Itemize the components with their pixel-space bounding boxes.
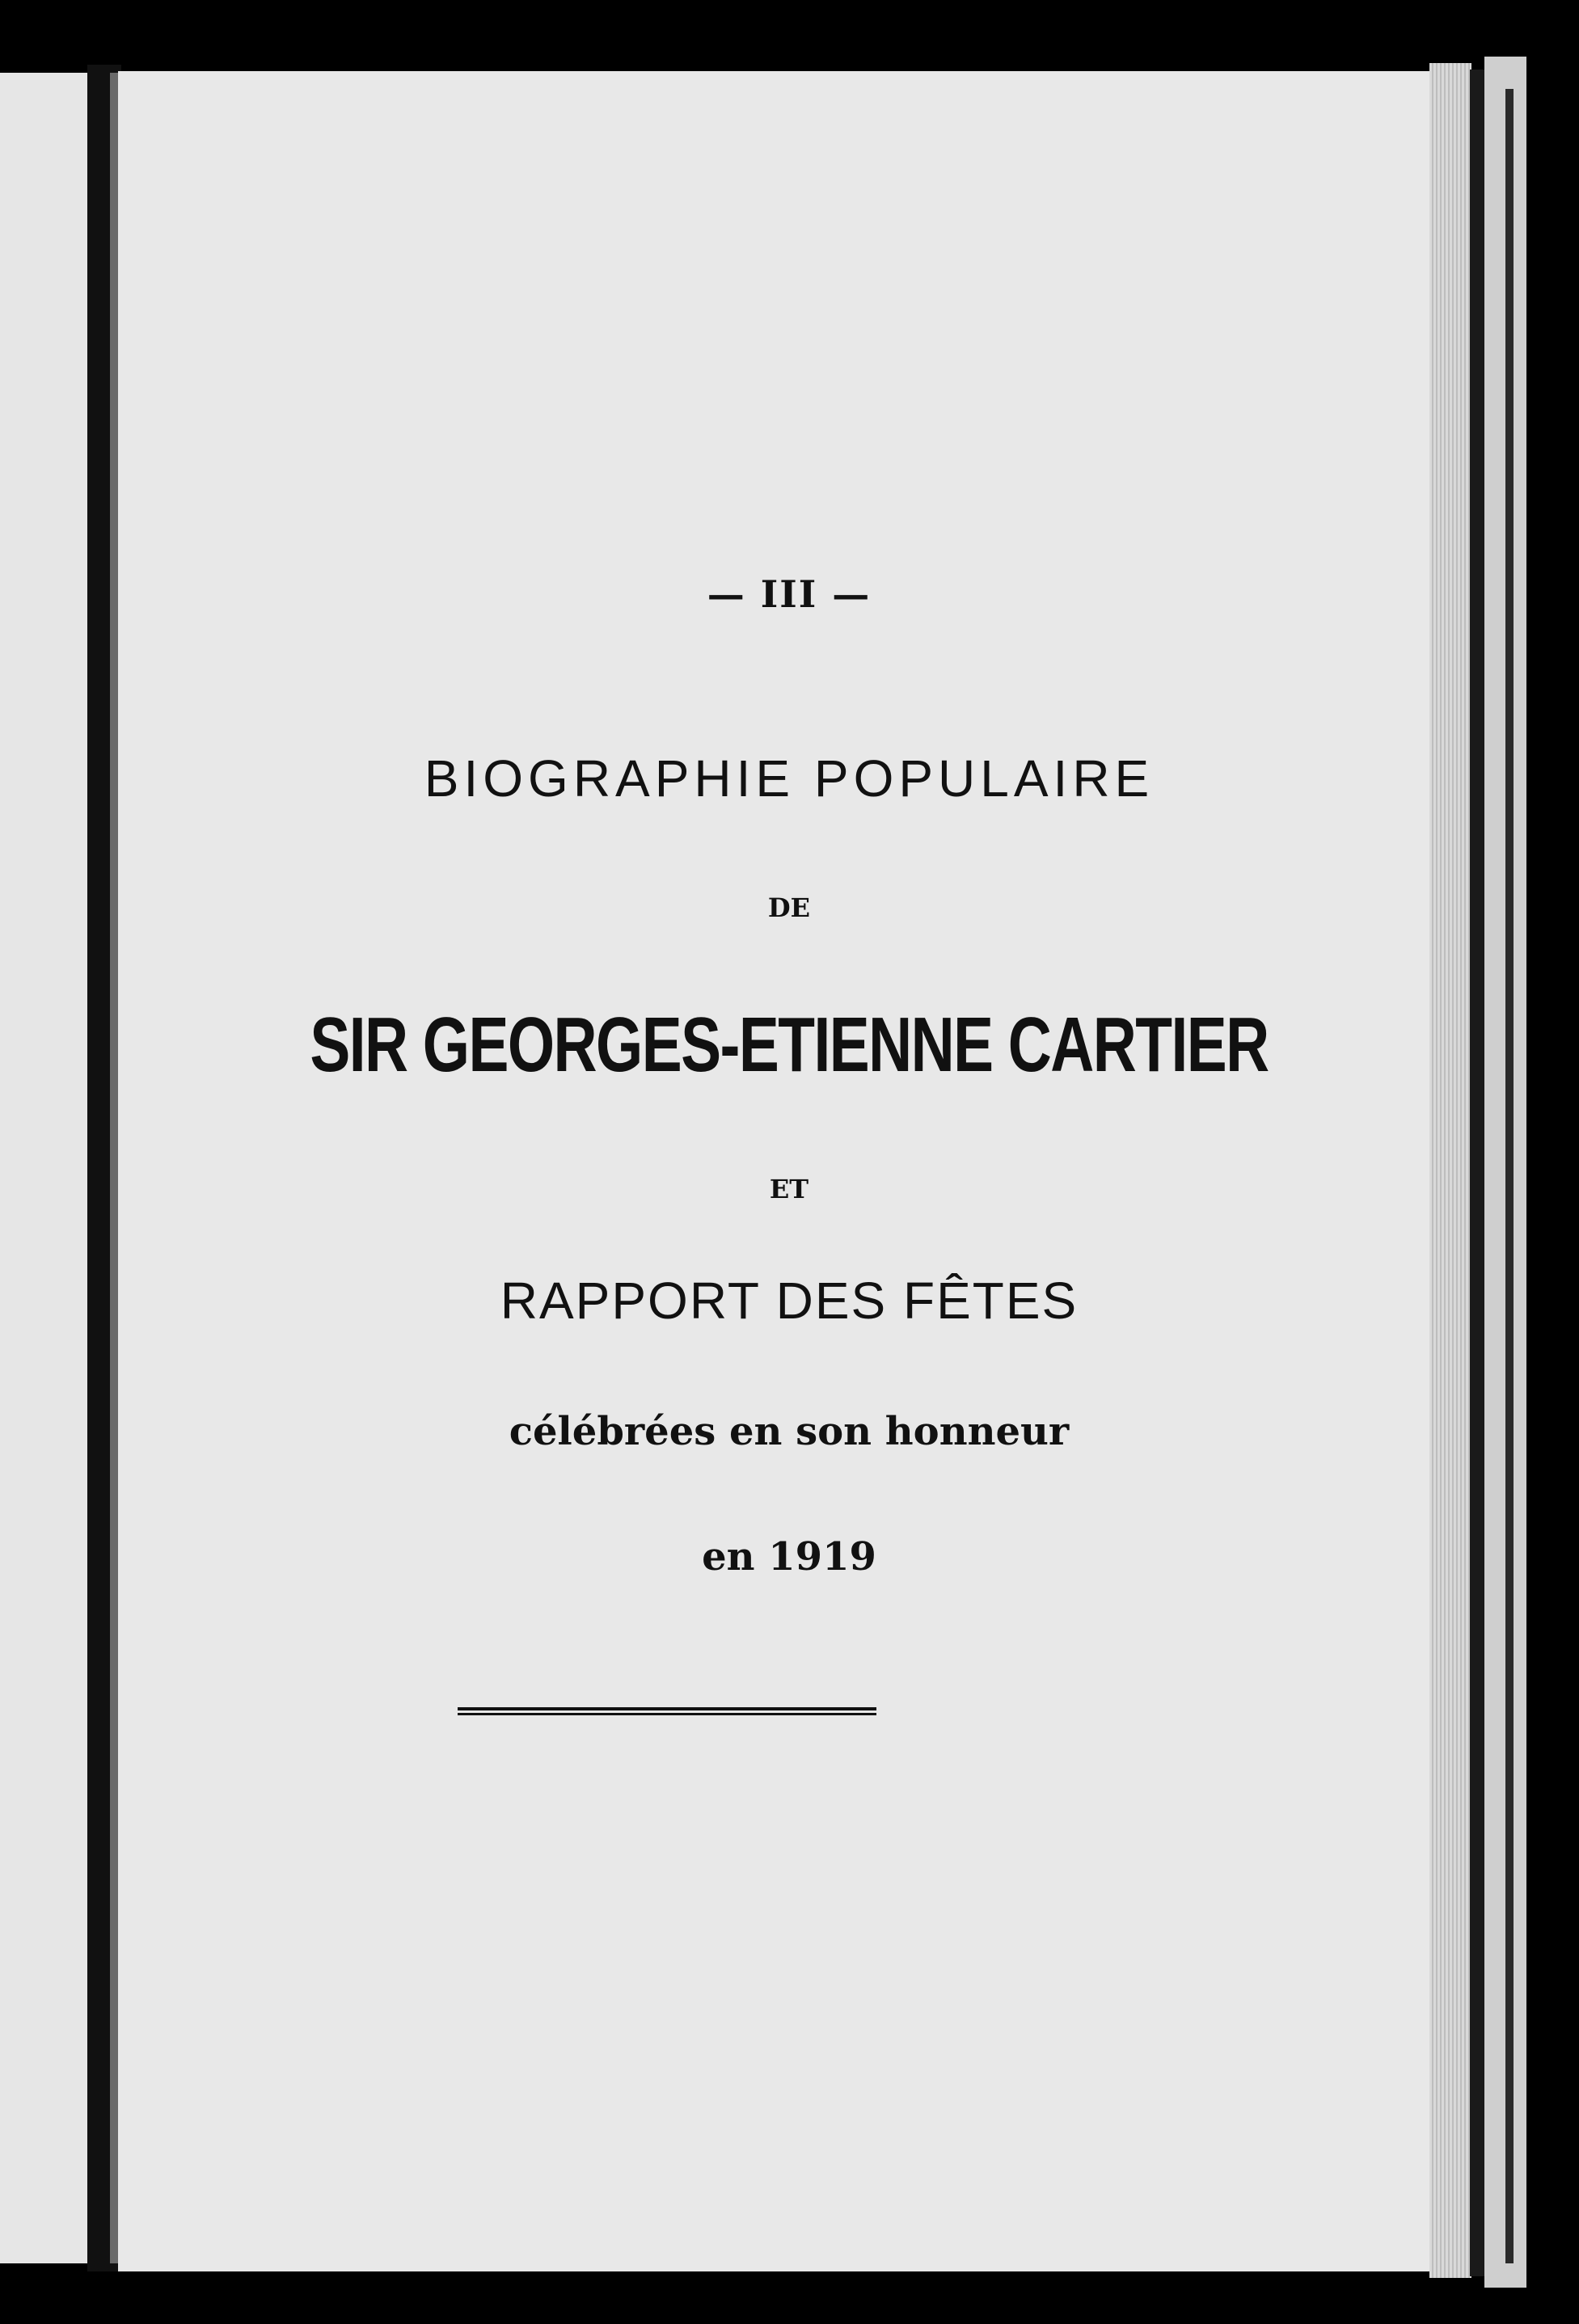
gutter-shadow — [110, 73, 118, 2263]
report-heading: RAPPORT DES FÊTES — [500, 1272, 1079, 1330]
section-numeral: — III — — [707, 572, 872, 616]
connector-et: ET — [769, 1174, 809, 1204]
cover-edge-dark — [1470, 70, 1484, 2276]
connector-de: DE — [767, 892, 811, 923]
year-line: en 1919 — [702, 1534, 876, 1580]
subject-name: SIR GEORGES-ETIENNE CARTIER — [310, 1002, 1269, 1088]
back-cover-shadow — [1505, 89, 1514, 2263]
page-edges — [1429, 63, 1471, 2278]
heading-biography: BIOGRAPHIE POPULAIRE — [424, 749, 1155, 808]
title-page — [118, 71, 1433, 2271]
celebrated-line: célébrées en son honneur — [509, 1409, 1070, 1454]
left-facing-page — [0, 73, 87, 2263]
decorative-rule — [458, 1707, 876, 1715]
